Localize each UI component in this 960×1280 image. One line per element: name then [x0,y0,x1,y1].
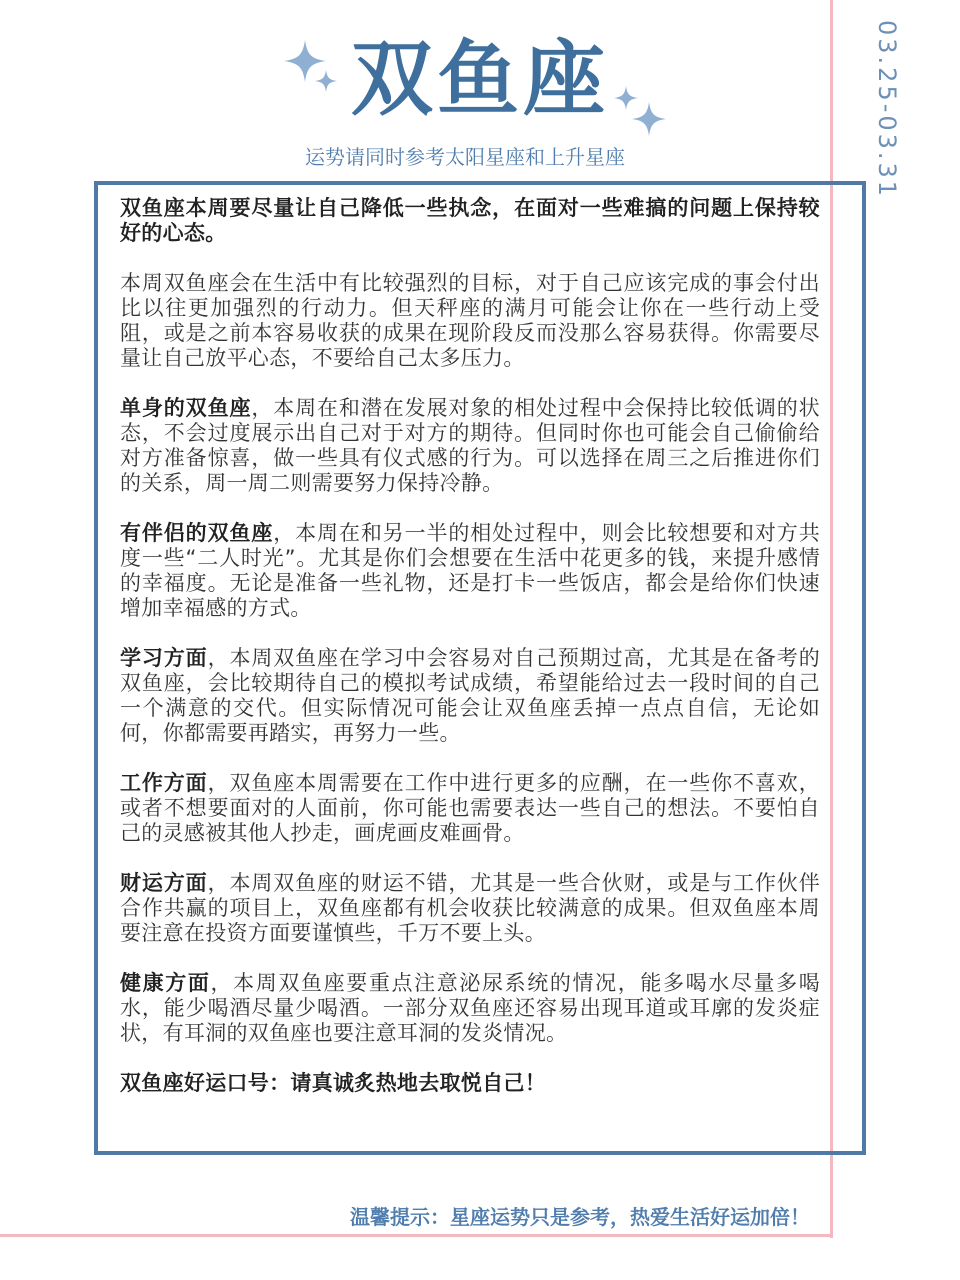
horoscope-content [120,196,820,1096]
section-label: 工作方面 [120,771,208,795]
study-paragraph: 学习方面，本周双鱼座在学习中会容易对自己预期过高，尤其是在备考的双鱼座，会比较期待自己的模拟考试成绩，希望能给过去一段时间的自己一个满意的交代。但实际情况可能会让双鱼座丢掉一点点自信，无论如何，你都需要再踏实，再努力一些。 [120,646,820,745]
section-label: 单身的双鱼座 [120,396,252,420]
pink-horizontal-line [0,1234,833,1237]
footer-tip: 温馨提示：星座运势只是参考，热爱生活好运加倍！ [350,1205,810,1229]
section-label: 学习方面 [120,646,208,670]
slogan-paragraph: 双鱼座好运口号：请真诚炙热地去取悦自己！ [120,1071,546,1095]
date-range: 03.25-03.31 [873,20,901,200]
section-label: 财运方面 [120,871,208,895]
partner-paragraph: 有伴侣的双鱼座，本周在和另一半的相处过程中，则会比较想要和对方共度一些“二人时光”。尤其是你们会想要在生活中花更多的钱，来提升感情的幸福度。无论是准备一些礼物，还是打卡一些饭店，都会是给你们快速增加幸福感的方式。 [120,521,821,620]
page-title: 双鱼座 [350,32,609,127]
work-paragraph: 工作方面，双鱼座本周需要在工作中进行更多的应酬，在一些你不喜欢，或者不想要面对的人面前，你可能也需要表达一些自己的想法。不要怕自己的灵感被其他人抄走，画虎画皮难画骨。 [120,771,820,845]
section-label: 健康方面 [120,971,211,995]
page-subtitle: 运势请同时参考太阳星座和上升星座 [305,145,625,169]
intro-paragraph: 双鱼座本周要尽量让自己降低一些执念，在面对一些难搞的问题上保持较好的心态。 [120,196,820,245]
wealth-paragraph: 财运方面，本周双鱼座的财运不错，尤其是一些合伙财，或是与工作伙伴合作共赢的项目上，双鱼座都有机会收获比较满意的成果。但双鱼座本周要注意在投资方面要谨慎些，千万不要上头。 [120,871,820,945]
health-paragraph: 健康方面，本周双鱼座要重点注意泌尿系统的情况，能多喝水尽量多喝水，能少喝酒尽量少喝酒。一部分双鱼座还容易出现耳道或耳廓的发炎症状，有耳洞的双鱼座也要注意耳洞的发炎情况。 [120,971,820,1045]
section-label: 有伴侣的双鱼座 [120,521,274,545]
single-paragraph: 单身的双鱼座，本周在和潜在发展对象的相处过程中会保持比较低调的状态，不会过度展示出自己对于对方的期待。但同时你也可能会自己偷偷给对方准备惊喜，做一些具有仪式感的行为。可以选择在周三之后推进你们的关系，周一周二则需要努力保持冷静。 [120,396,820,495]
overview-paragraph: 本周双鱼座会在生活中有比较强烈的目标，对于自己应该完成的事会付出比以往更加强烈的行动力。但天秤座的满月可能会让你在一些行动上受阻，或是之前本容易收获的成果在现阶段反而没那么容易获得。你需要尽量让自己放平心态，不要给自己太多压力。 [120,271,820,370]
